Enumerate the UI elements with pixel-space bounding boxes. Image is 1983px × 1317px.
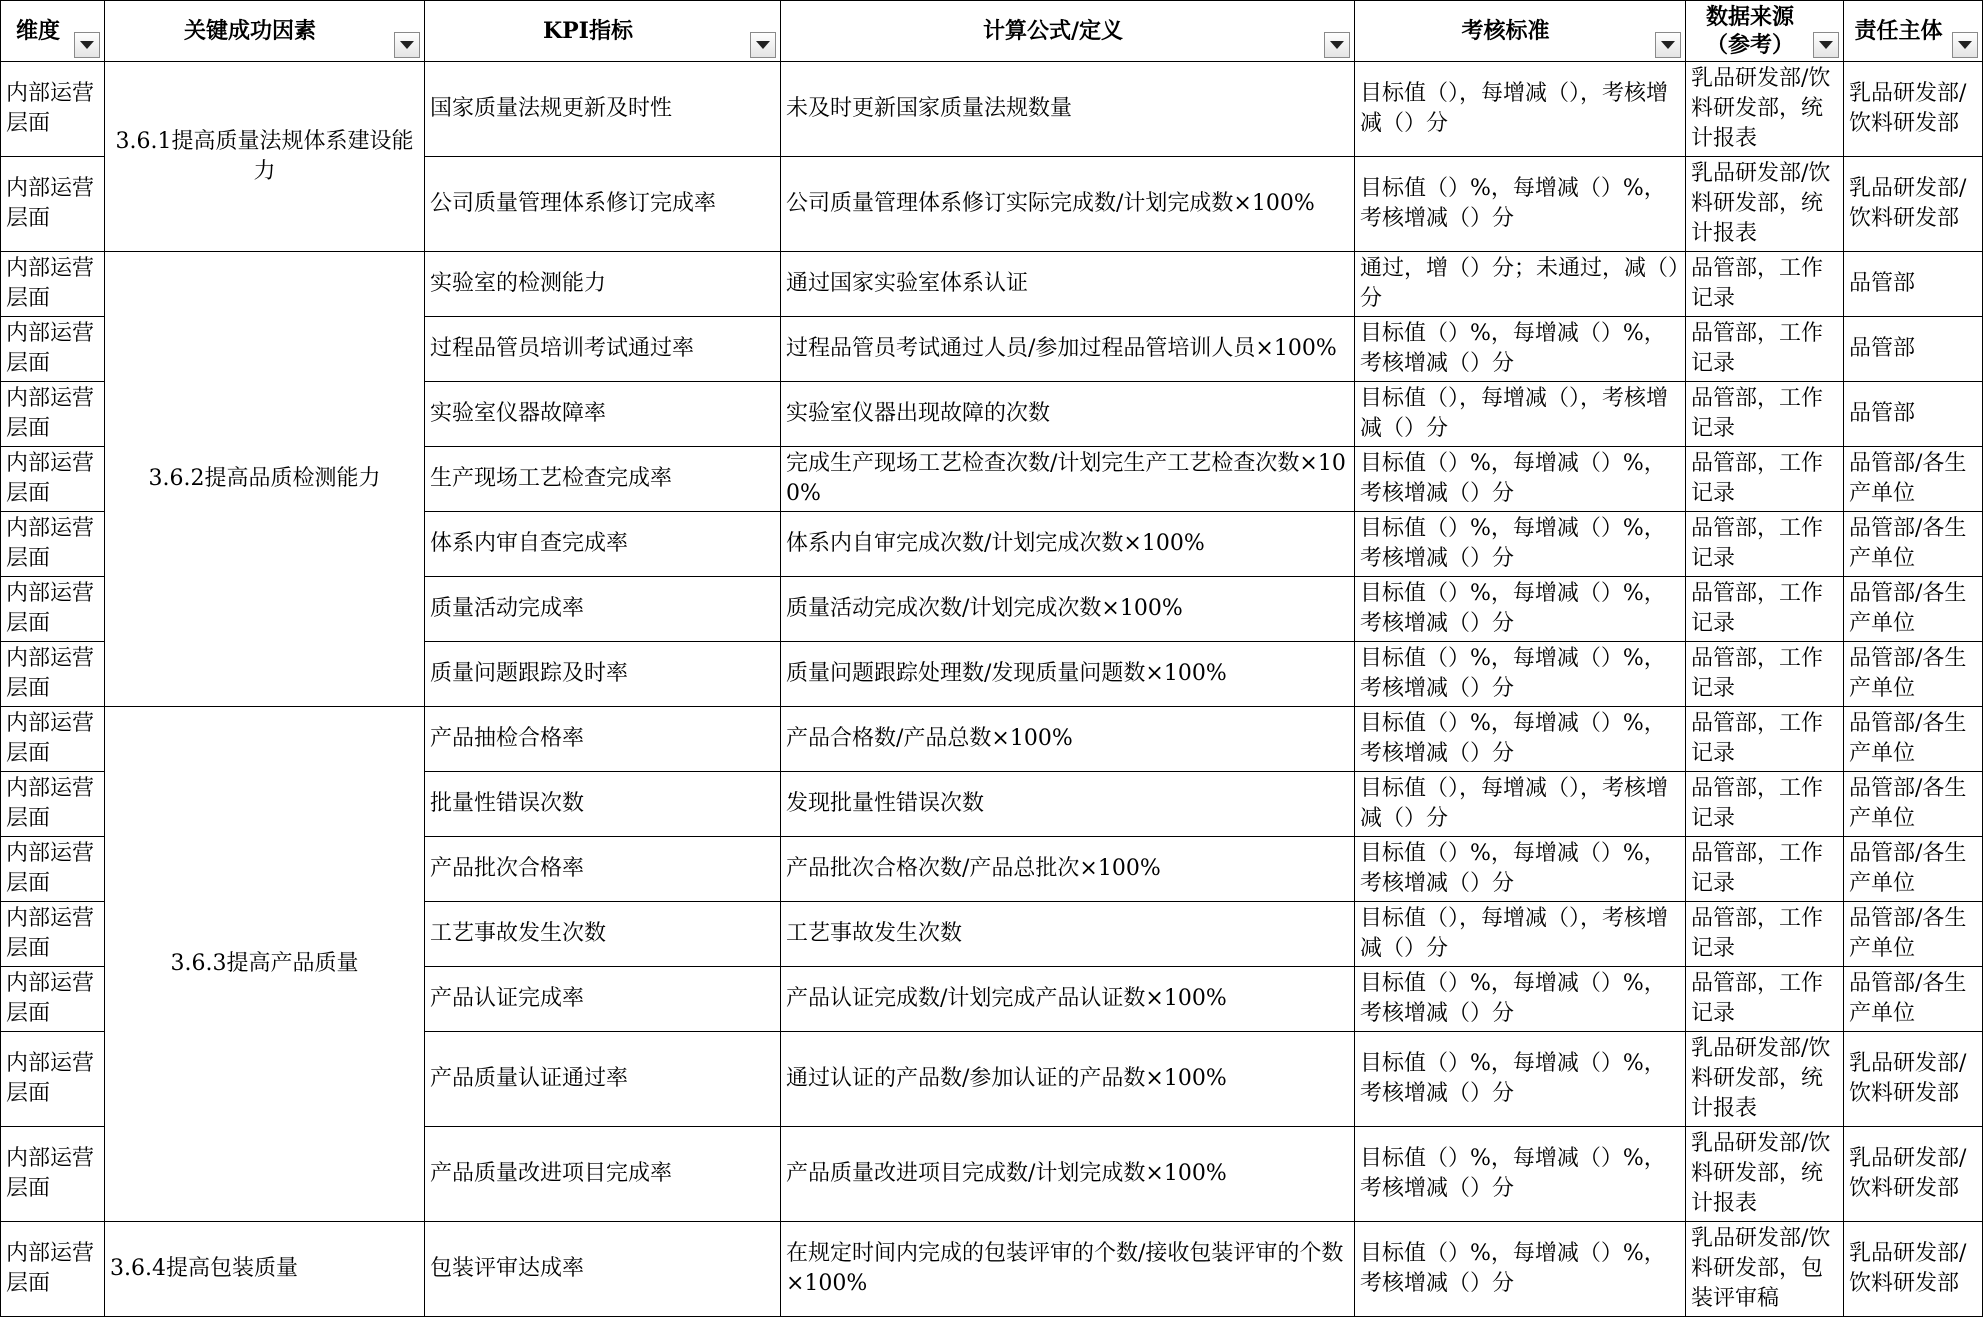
dimension-cell[interactable]: 内部运营层面 [1, 837, 105, 902]
standard-cell[interactable]: 目标值（）%，每增减（）%，考核增减（）分 [1355, 577, 1686, 642]
dimension-cell[interactable]: 内部运营层面 [1, 382, 105, 447]
kpi-cell[interactable]: 产品批次合格率 [425, 837, 781, 902]
kpi-cell[interactable]: 过程品管员培训考试通过率 [425, 317, 781, 382]
filter-dropdown-icon[interactable] [1655, 32, 1681, 58]
formula-cell[interactable]: 质量活动完成次数/计划完成次数×100% [781, 577, 1355, 642]
kpi-cell[interactable]: 质量问题跟踪及时率 [425, 642, 781, 707]
standard-cell[interactable]: 通过，增（）分；未通过，减（）分 [1355, 252, 1686, 317]
standard-cell[interactable]: 目标值（）%，每增减（）%，考核增减（）分 [1355, 157, 1686, 252]
data-source-cell[interactable]: 品管部，工作记录 [1686, 252, 1844, 317]
standard-cell[interactable]: 目标值（）%，每增减（）%，考核增减（）分 [1355, 1127, 1686, 1222]
data-source-cell[interactable]: 品管部，工作记录 [1686, 902, 1844, 967]
formula-cell[interactable]: 体系内自审完成次数/计划完成次数×100% [781, 512, 1355, 577]
table-row [1, 1222, 1983, 1317]
success-factor-cell[interactable]: 3.6.4提高包装质量 [105, 1222, 425, 1317]
header-cell-owner[interactable]: 责任主体 [1844, 1, 1983, 62]
owner-cell[interactable]: 乳品研发部/饮料研发部 [1844, 62, 1983, 157]
kpi-cell[interactable]: 产品质量改进项目完成率 [425, 1127, 781, 1222]
owner-cell[interactable]: 品管部/各生产单位 [1844, 642, 1983, 707]
header-cell-data-source[interactable]: 数据来源（参考） [1686, 1, 1844, 62]
kpi-cell[interactable]: 实验室的检测能力 [425, 252, 781, 317]
formula-cell[interactable]: 产品批次合格次数/产品总批次×100% [781, 837, 1355, 902]
formula-cell[interactable]: 在规定时间内完成的包装评审的个数/接收包装评审的个数×100% [781, 1222, 1355, 1317]
standard-cell[interactable]: 目标值（），每增减（），考核增减（）分 [1355, 62, 1686, 157]
data-source-cell[interactable]: 品管部，工作记录 [1686, 382, 1844, 447]
kpi-cell[interactable]: 产品认证完成率 [425, 967, 781, 1032]
kpi-cell[interactable]: 批量性错误次数 [425, 772, 781, 837]
owner-cell[interactable]: 品管部/各生产单位 [1844, 447, 1983, 512]
data-source-cell[interactable]: 品管部，工作记录 [1686, 707, 1844, 772]
standard-cell[interactable]: 目标值（）%，每增减（）%，考核增减（）分 [1355, 1032, 1686, 1127]
kpi-cell[interactable]: 公司质量管理体系修订完成率 [425, 157, 781, 252]
dimension-cell[interactable]: 内部运营层面 [1, 902, 105, 967]
kpi-cell[interactable]: 产品抽检合格率 [425, 707, 781, 772]
filter-dropdown-icon[interactable] [74, 32, 100, 58]
kpi-cell[interactable]: 实验室仪器故障率 [425, 382, 781, 447]
data-source-cell[interactable]: 品管部，工作记录 [1686, 772, 1844, 837]
data-source-cell[interactable]: 品管部，工作记录 [1686, 317, 1844, 382]
dimension-cell[interactable]: 内部运营层面 [1, 62, 105, 157]
header-cell-kpi[interactable]: KPI指标 [425, 1, 781, 62]
header-cell-success-factor[interactable]: 关键成功因素 [105, 1, 425, 62]
data-source-cell[interactable]: 乳品研发部/饮料研发部，包装评审稿 [1686, 1222, 1844, 1317]
owner-cell[interactable]: 品管部/各生产单位 [1844, 902, 1983, 967]
data-source-cell[interactable]: 乳品研发部/饮料研发部，统计报表 [1686, 62, 1844, 157]
data-source-cell[interactable]: 品管部，工作记录 [1686, 447, 1844, 512]
data-source-cell[interactable]: 品管部，工作记录 [1686, 642, 1844, 707]
kpi-cell[interactable]: 包装评审达成率 [425, 1222, 781, 1317]
filter-dropdown-icon[interactable] [1952, 32, 1978, 58]
kpi-cell[interactable]: 工艺事故发生次数 [425, 902, 781, 967]
owner-cell[interactable]: 乳品研发部/饮料研发部 [1844, 1222, 1983, 1317]
dimension-cell[interactable]: 内部运营层面 [1, 967, 105, 1032]
owner-cell[interactable]: 品管部 [1844, 382, 1983, 447]
data-source-cell[interactable]: 乳品研发部/饮料研发部，统计报表 [1686, 157, 1844, 252]
standard-cell[interactable]: 目标值（）%，每增减（）%，考核增减（）分 [1355, 512, 1686, 577]
header-row [1, 1, 1983, 62]
dimension-cell[interactable]: 内部运营层面 [1, 577, 105, 642]
formula-cell[interactable]: 实验室仪器出现故障的次数 [781, 382, 1355, 447]
dimension-cell[interactable]: 内部运营层面 [1, 157, 105, 252]
standard-cell[interactable]: 目标值（）%，每增减（）%，考核增减（）分 [1355, 837, 1686, 902]
dimension-cell[interactable]: 内部运营层面 [1, 1222, 105, 1317]
filter-dropdown-icon[interactable] [750, 32, 776, 58]
data-source-cell[interactable]: 乳品研发部/饮料研发部，统计报表 [1686, 1127, 1844, 1222]
dimension-cell[interactable]: 内部运营层面 [1, 512, 105, 577]
owner-cell[interactable]: 乳品研发部/饮料研发部 [1844, 1127, 1983, 1222]
kpi-cell[interactable]: 产品质量认证通过率 [425, 1032, 781, 1127]
standard-cell[interactable]: 目标值（）%，每增减（）%，考核增减（）分 [1355, 317, 1686, 382]
standard-cell[interactable]: 目标值（），每增减（），考核增减（）分 [1355, 382, 1686, 447]
formula-cell[interactable]: 公司质量管理体系修订实际完成数/计划完成数×100% [781, 157, 1355, 252]
dimension-cell[interactable]: 内部运营层面 [1, 447, 105, 512]
formula-cell[interactable]: 完成生产现场工艺检查次数/计划完生产工艺检查次数×100% [781, 447, 1355, 512]
kpi-cell[interactable]: 体系内审自查完成率 [425, 512, 781, 577]
dimension-cell[interactable]: 内部运营层面 [1, 772, 105, 837]
formula-cell[interactable]: 未及时更新国家质量法规数量 [781, 62, 1355, 157]
standard-cell[interactable]: 目标值（）%，每增减（）%，考核增减（）分 [1355, 1222, 1686, 1317]
data-source-cell[interactable]: 品管部，工作记录 [1686, 837, 1844, 902]
formula-cell[interactable]: 通过国家实验室体系认证 [781, 252, 1355, 317]
standard-cell[interactable]: 目标值（），每增减（），考核增减（）分 [1355, 902, 1686, 967]
data-source-cell[interactable]: 乳品研发部/饮料研发部，统计报表 [1686, 1032, 1844, 1127]
header-cell-dimension[interactable]: 维度 [1, 1, 105, 62]
owner-cell[interactable]: 品管部/各生产单位 [1844, 967, 1983, 1032]
formula-cell[interactable]: 过程品管员考试通过人员/参加过程品管培训人员×100% [781, 317, 1355, 382]
filter-dropdown-icon[interactable] [1813, 32, 1839, 58]
owner-cell[interactable]: 品管部/各生产单位 [1844, 707, 1983, 772]
formula-cell[interactable]: 产品认证完成数/计划完成产品认证数×100% [781, 967, 1355, 1032]
dimension-cell[interactable]: 内部运营层面 [1, 317, 105, 382]
formula-cell[interactable]: 通过认证的产品数/参加认证的产品数×100% [781, 1032, 1355, 1127]
formula-cell[interactable]: 工艺事故发生次数 [781, 902, 1355, 967]
formula-cell[interactable]: 质量问题跟踪处理数/发现质量问题数×100% [781, 642, 1355, 707]
dimension-cell[interactable]: 内部运营层面 [1, 642, 105, 707]
header-cell-formula[interactable]: 计算公式/定义 [781, 1, 1355, 62]
owner-cell[interactable]: 品管部/各生产单位 [1844, 772, 1983, 837]
formula-cell[interactable]: 产品合格数/产品总数×100% [781, 707, 1355, 772]
formula-cell[interactable]: 发现批量性错误次数 [781, 772, 1355, 837]
owner-cell[interactable]: 品管部/各生产单位 [1844, 512, 1983, 577]
table-row [1, 252, 1983, 317]
table-row [1, 707, 1983, 772]
data-source-cell[interactable]: 品管部，工作记录 [1686, 512, 1844, 577]
filter-dropdown-icon[interactable] [394, 32, 420, 58]
owner-cell[interactable]: 乳品研发部/饮料研发部 [1844, 1032, 1983, 1127]
kpi-cell[interactable]: 生产现场工艺检查完成率 [425, 447, 781, 512]
data-source-cell[interactable]: 品管部，工作记录 [1686, 577, 1844, 642]
formula-cell[interactable]: 产品质量改进项目完成数/计划完成数×100% [781, 1127, 1355, 1222]
success-factor-cell[interactable]: 3.6.1提高质量法规体系建设能力 [105, 62, 425, 252]
standard-cell[interactable]: 目标值（）%，每增减（）%，考核增减（）分 [1355, 707, 1686, 772]
dimension-cell[interactable]: 内部运营层面 [1, 1032, 105, 1127]
header-cell-standard[interactable]: 考核标准 [1355, 1, 1686, 62]
standard-cell[interactable]: 目标值（），每增减（），考核增减（）分 [1355, 772, 1686, 837]
standard-cell[interactable]: 目标值（）%，每增减（）%，考核增减（）分 [1355, 447, 1686, 512]
dimension-cell[interactable]: 内部运营层面 [1, 252, 105, 317]
data-source-cell[interactable]: 品管部，工作记录 [1686, 967, 1844, 1032]
kpi-cell[interactable]: 质量活动完成率 [425, 577, 781, 642]
owner-cell[interactable]: 品管部 [1844, 252, 1983, 317]
kpi-cell[interactable]: 国家质量法规更新及时性 [425, 62, 781, 157]
dimension-cell[interactable]: 内部运营层面 [1, 707, 105, 772]
standard-cell[interactable]: 目标值（）%，每增减（）%，考核增减（）分 [1355, 642, 1686, 707]
owner-cell[interactable]: 品管部/各生产单位 [1844, 577, 1983, 642]
dimension-cell[interactable]: 内部运营层面 [1, 1127, 105, 1222]
success-factor-cell[interactable]: 3.6.3提高产品质量 [105, 707, 425, 1222]
owner-cell[interactable]: 品管部/各生产单位 [1844, 837, 1983, 902]
owner-cell[interactable]: 乳品研发部/饮料研发部 [1844, 157, 1983, 252]
owner-cell[interactable]: 品管部 [1844, 317, 1983, 382]
success-factor-cell[interactable]: 3.6.2提高品质检测能力 [105, 252, 425, 707]
standard-cell[interactable]: 目标值（）%，每增减（）%，考核增减（）分 [1355, 967, 1686, 1032]
filter-dropdown-icon[interactable] [1324, 32, 1350, 58]
table-row [1, 62, 1983, 157]
